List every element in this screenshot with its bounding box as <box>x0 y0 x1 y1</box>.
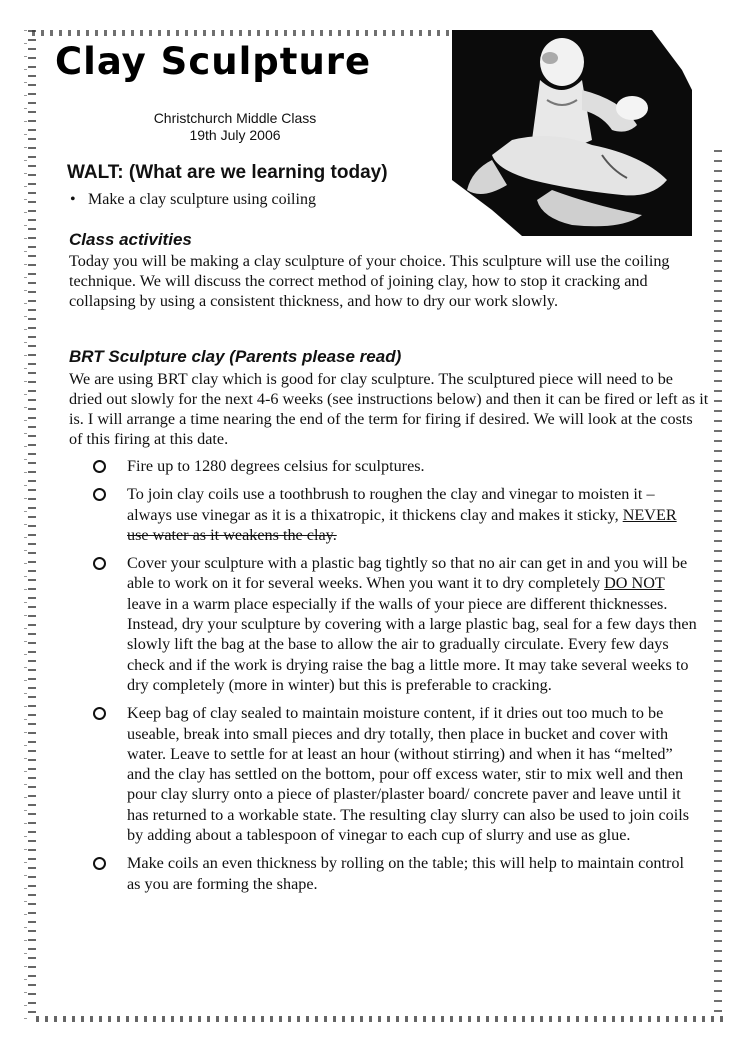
circle-bullet-icon <box>93 707 106 720</box>
class-activities-text: Today you will be making a clay sculpture of your choice. This sculpture will use the coiling technique. We will discuss the correct method of joining clay, how to stop it cracking and collapsing by using a consistent thickness, and how to dry our work slowly. <box>69 252 670 310</box>
walt-bullet-text: Make a clay sculpture using coiling <box>88 191 316 208</box>
walt-heading: WALT: (What are we learning today) <box>67 162 388 183</box>
decorative-border-left <box>28 30 36 1020</box>
list-item <box>89 484 699 545</box>
list-item <box>89 703 699 845</box>
list-item-text: To join clay coils use a toothbrush to roughen the clay and vinegar to moisten it – always use vinegar as it is a thixatropic, it thickens clay and makes it sticky, <box>127 485 655 524</box>
circle-bullet-icon <box>93 488 106 501</box>
decorative-border-top <box>32 30 452 36</box>
do-not-emphasis: DO NOT <box>604 574 665 593</box>
class-activities-heading: Class activities <box>69 230 192 249</box>
brt-text: We are using BRT clay which is good for clay sculpture. The sculptured piece will need to be dried out slowly for the next 4-6 weeks (see instructions below) and then it can be fired or left as it is. I will arrange a time nearing the end of the term for firing if desired. We will look at the costs of this firing at this date. <box>69 370 709 448</box>
list-item <box>89 553 699 695</box>
never-emphasis: NEVER <box>622 505 677 524</box>
list-item <box>89 456 699 476</box>
decorative-border-left-inner <box>24 30 27 1020</box>
decorative-border-right <box>714 150 722 1020</box>
list-item-text: Keep bag of clay sealed to maintain moisture content, if it dries out too much to be useable, break into small pieces and dry totally, then place in bucket and cover with water. Leave to settle for at least an hour (without stirring) and when it has “melted” and the clay has settled on the bottom, pour off excess water, stir to mix well and then pour clay slurry onto a piece of plaster/plaster board/ concrete paver and leave until it has returned to a workable state. The resulting clay slurry can also be used to join coils by adding about a tablespoon of vinegar to each cup of slurry and use as glue. <box>127 704 690 845</box>
brt-heading: BRT Sculpture clay (Parents please read) <box>69 347 402 366</box>
bullet-icon: • <box>70 191 76 208</box>
circle-bullet-icon <box>93 557 106 570</box>
list-item-text: Fire up to 1280 degrees celsius for sculptures. <box>127 457 425 475</box>
worksheet-date: 19th July 2006 <box>189 127 281 143</box>
page-title: Clay Sculpture <box>55 40 372 83</box>
decorative-border-bottom <box>36 1016 726 1022</box>
circle-bullet-icon <box>93 857 106 870</box>
walt-bullet <box>70 191 316 209</box>
circle-bullet-icon <box>93 460 106 473</box>
header-info <box>120 110 350 144</box>
list-item <box>89 853 699 894</box>
struck-text: use water as it weakens the clay. <box>127 525 337 544</box>
clay-sculpture-photo <box>452 30 692 236</box>
list-item-text: Make coils an even thickness by rolling on the table; this will help to maintain control as you are forming the shape. <box>127 854 685 893</box>
list-item-text: Cover your sculpture with a plastic bag tightly so that no air can get in and you will be able to work on it for several weeks. When you want it to dry completely <box>127 554 688 593</box>
instructions-list <box>89 456 699 902</box>
school-name: Christchurch Middle Class <box>153 110 317 126</box>
list-item-text-cont: leave in a warm place especially if the walls of your piece are different thicknesses. Instead, dry your sculpture by covering with a large plastic bag, seal for a few days then slowly lift the bag at the base to allow the air to gradually circulate. Every few days check and if the work is drying raise the bag a little more. It may take several weeks to dry completely (more in winter) but this is preferable to cracking. <box>127 594 697 694</box>
